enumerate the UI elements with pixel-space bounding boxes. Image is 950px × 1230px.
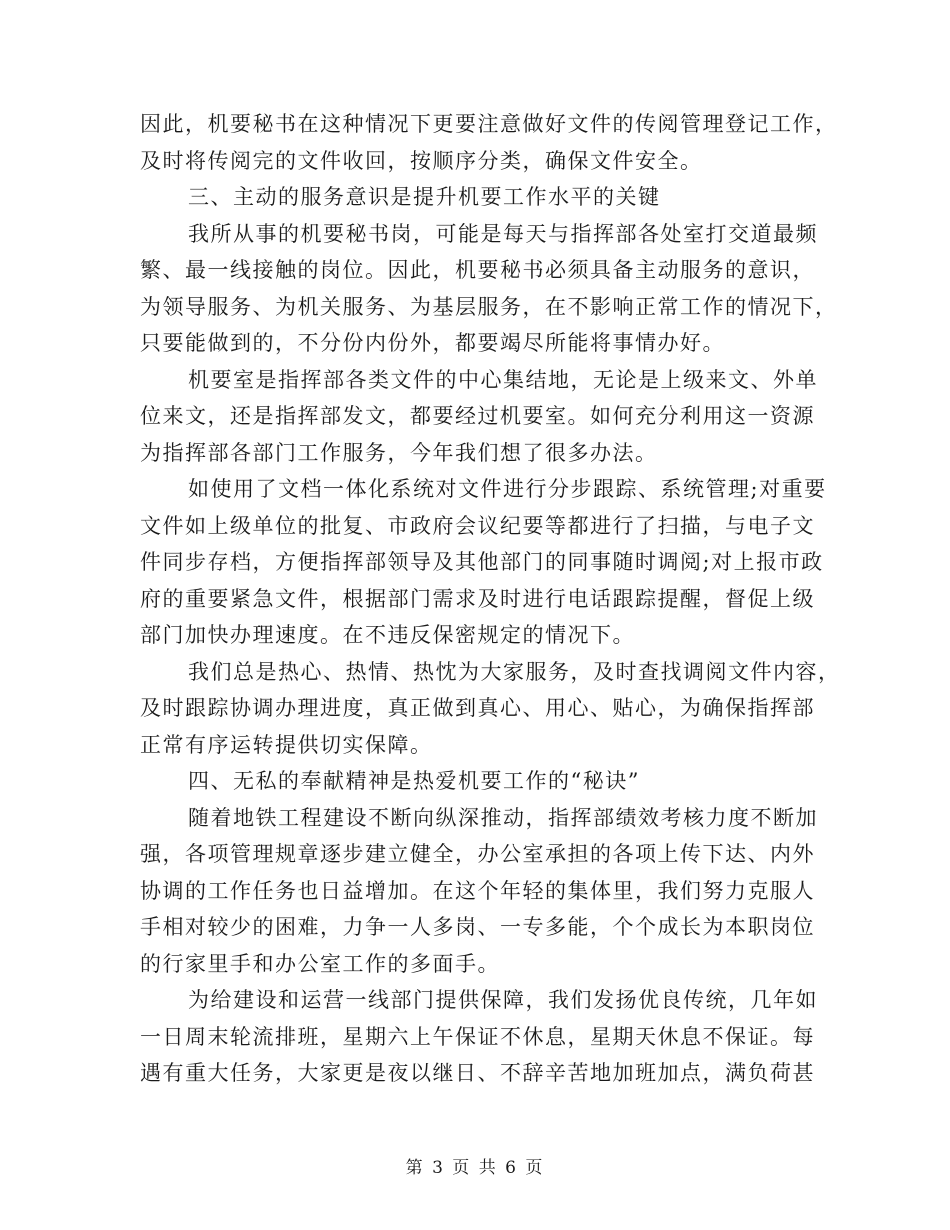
- text-line: 的行家里手和办公室工作的多面手。: [140, 951, 500, 976]
- text-line: 及时将传阅完的文件收回，按顺序分类，确保文件安全。: [140, 148, 703, 173]
- text-line: 部门加快办理速度。在不违反保密规定的情况下。: [140, 623, 635, 647]
- text-line: 我们总是热心、热情、热忱为大家服务，及时查找调阅文件内容，: [188, 659, 841, 684]
- page-footer: 第 3 页 共 6 页: [405, 1158, 545, 1178]
- body-text: [140, 106, 841, 1092]
- text-line: 强，各项管理规章逐步建立健全，办公室承担的各项上传下达、内外: [140, 842, 815, 866]
- text-line: 正常有序运转提供切实保障。: [140, 732, 433, 757]
- text-line: 为指挥部各部门工作服务，今年我们想了很多办法。: [140, 440, 658, 465]
- text-line: 为给建设和运营一线部门提供保障，我们发扬优良传统，几年如: [188, 988, 818, 1012]
- text-line: 如使用了文档一体化系统对文件进行分步跟踪、系统管理;对重要: [188, 477, 827, 501]
- text-line: 文件如上级单位的批复、市政府会议纪要等都进行了扫描，与电子文: [140, 513, 815, 538]
- text-line: 机要室是指挥部各类文件的中心集结地，无论是上级来文、外单: [188, 367, 818, 392]
- text-line: 协调的工作任务也日益增加。在这个年轻的集体里，我们努力克服人: [140, 878, 815, 903]
- text-line: 手相对较少的困难，力争一人多岗、一专多能，个个成长为本职岗位: [140, 915, 815, 939]
- section-heading: 三、主动的服务意识是提升机要工作水平的关键: [188, 185, 661, 209]
- text-line: 一日周末轮流排班，星期六上午保证不休息，星期天休息不保证。每: [140, 1024, 815, 1049]
- text-line: 只要能做到的，不分份内份外，都要竭尽所能将事情办好。: [140, 331, 725, 355]
- text-line: 繁、最一线接触的岗位。因此，机要秘书必须具备主动服务的意识，: [140, 258, 815, 282]
- text-line: 我所从事的机要秘书岗，可能是每天与指挥部各处室打交道最频: [188, 221, 818, 246]
- text-line: 遇有重大任务，大家更是夜以继日、不辞辛苦地加班加点，满负荷甚: [140, 1061, 815, 1085]
- text-line: 位来文，还是指挥部发文，都要经过机要室。如何充分利用这一资源: [140, 404, 815, 428]
- section-heading: 四、无私的奉献精神是热爱机要工作的“秘诀”: [188, 769, 640, 793]
- text-line: 因此，机要秘书在这种情况下更要注意做好文件的传阅管理登记工作，: [140, 112, 838, 136]
- text-line: 随着地铁工程建设不断向纵深推动，指挥部绩效考核力度不断加: [188, 805, 818, 830]
- text-line: 府的重要紧急文件，根据部门需求及时进行电话跟踪提醒，督促上级: [140, 586, 815, 611]
- text-line: 件同步存档，方便指挥部领导及其他部门的同事随时调阅;对上报市政: [140, 550, 824, 574]
- text-line: 为领导服务、为机关服务、为基层服务，在不影响正常工作的情况下，: [140, 294, 838, 319]
- text-line: 及时跟踪协调办理进度，真正做到真心、用心、贴心，为确保指挥部: [140, 696, 815, 720]
